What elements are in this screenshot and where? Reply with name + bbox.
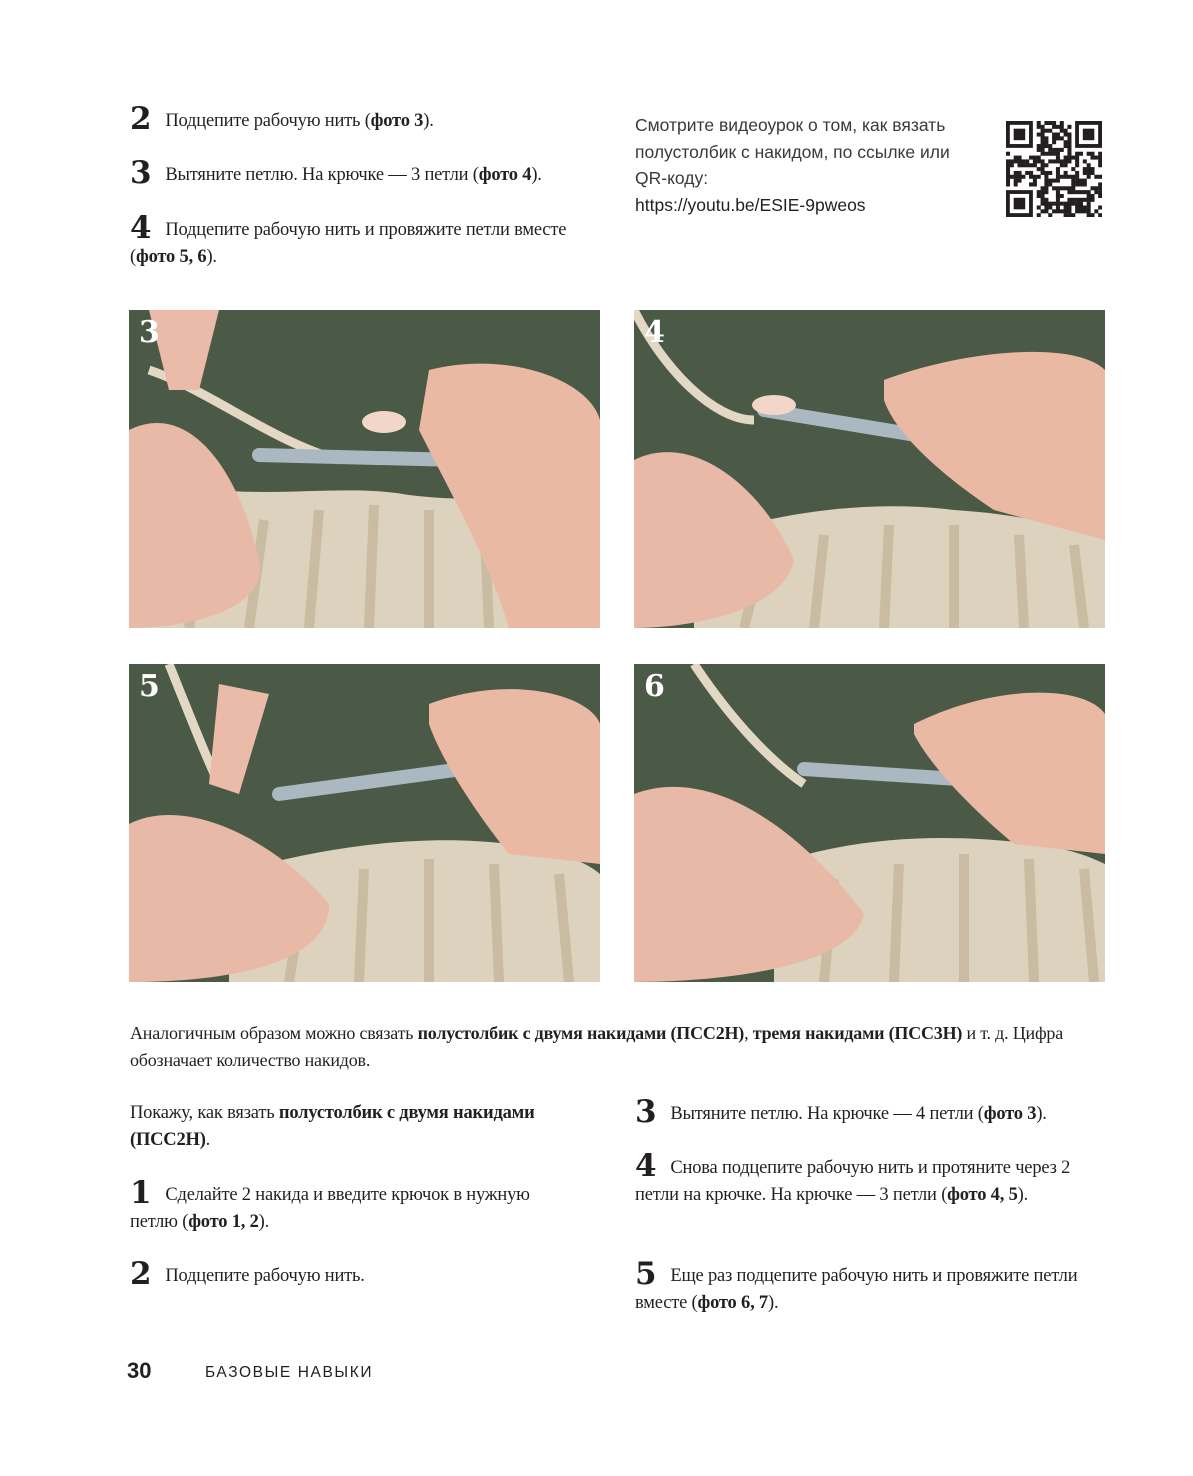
step-number: 3	[130, 155, 152, 191]
show-intro: Покажу, как вязать полустолбик с двумя накидами (ПСС2Н).	[130, 1103, 535, 1150]
right-step-5: 5 Еще раз подцепите рабочую нить и провяжите петли вместе (фото 6, 7).	[635, 1256, 1078, 1313]
video-note: Смотрите видеоурок о том, как вязать полустолбик с накидом, по ссылке или QR-коду: https://youtu.be/ESIE-9pweos	[635, 115, 950, 215]
photo-3	[129, 310, 600, 628]
step-number: 4	[635, 1148, 657, 1184]
photo-label: 3	[139, 315, 160, 350]
crochet-photo-image	[634, 664, 1105, 982]
crochet-photo-image	[129, 664, 600, 982]
crochet-photo-image	[129, 310, 600, 628]
right-step-4: 4 Снова подцепите рабочую нить и протяните через 2 петли на крючке. На крючке — 3 петли (фото 4, 5).	[635, 1148, 1071, 1205]
step-number: 3	[635, 1094, 657, 1130]
top-step-4: 4 Подцепите рабочую нить и провяжите петли вместе (фото 5, 6).	[130, 210, 567, 267]
crochet-photo-image	[634, 310, 1105, 628]
left-step-2: 2 Подцепите рабочую нить.	[130, 1256, 365, 1292]
step-number: 1	[130, 1175, 152, 1211]
photo-label: 4	[644, 315, 665, 350]
top-step-3: 3 Вытяните петлю. На крючке — 3 петли (фото 4).	[130, 155, 542, 191]
photo-label: 5	[139, 669, 160, 704]
left-step-1: 1 Сделайте 2 накида и введите крючок в нужную петлю (фото 1, 2).	[130, 1175, 530, 1232]
photo-6	[634, 664, 1105, 982]
photo-4	[634, 310, 1105, 628]
step-number: 5	[635, 1256, 657, 1292]
section-title: БАЗОВЫЕ НАВЫКИ	[205, 1364, 374, 1381]
step-number: 2	[130, 101, 152, 137]
right-step-3: 3 Вытяните петлю. На крючке — 4 петли (фото 3).	[635, 1094, 1047, 1130]
photo-5	[129, 664, 600, 982]
photo-label: 6	[644, 669, 665, 704]
page-number: 30	[127, 1358, 152, 1383]
qr-code[interactable]	[1006, 121, 1102, 217]
step-number: 4	[130, 210, 152, 246]
step-number: 2	[130, 1256, 152, 1292]
analogy-paragraph: Аналогичным образом можно связать полустолбик с двумя накидами (ПСС2Н), тремя накидами (ПСС3Н) и т. д. Цифра обозначает количество накидов.	[130, 1023, 1063, 1070]
video-link[interactable]: https://youtu.be/ESIE-9pweos	[635, 194, 866, 215]
top-step-2: 2 Подцепите рабочую нить (фото 3).	[130, 101, 434, 137]
qr-code-graphic	[1006, 121, 1102, 217]
